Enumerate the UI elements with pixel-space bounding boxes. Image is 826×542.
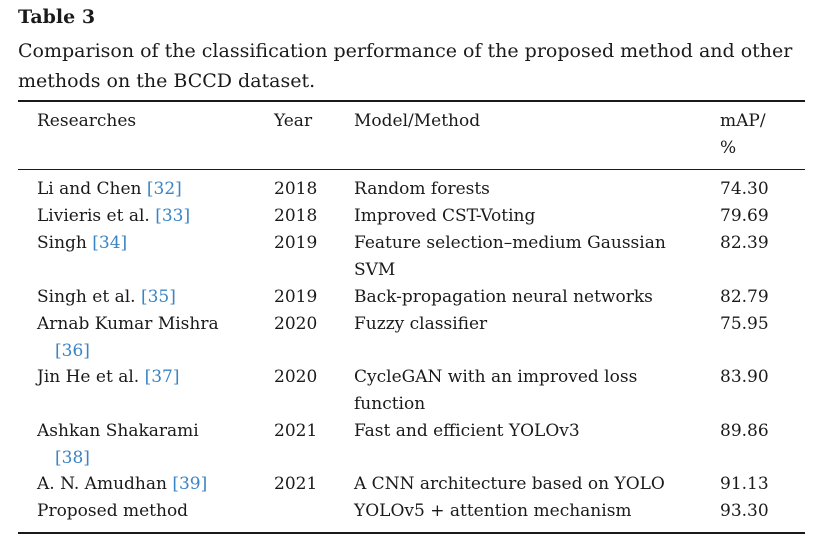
researcher-name: Singh et al. <box>37 287 136 307</box>
caption-line-2: methods on the BCCD dataset. <box>18 70 316 92</box>
citation-link[interactable]: [32] <box>146 179 182 199</box>
cell-map: 91.13 <box>720 474 769 494</box>
cell-year: 2021 <box>274 474 318 494</box>
bottom-rule <box>18 532 805 534</box>
cell-researcher <box>37 176 267 203</box>
cell-researcher <box>37 203 267 230</box>
header-map-line-2: % <box>720 138 737 158</box>
citation-link[interactable]: [35] <box>140 287 176 307</box>
researcher-name: Jin He et al. <box>37 367 140 387</box>
cell-year: 2021 <box>274 421 318 441</box>
cell-year: 2018 <box>274 179 318 199</box>
cell-map: 93.30 <box>720 501 769 521</box>
cell-model: Back-propagation neural networks <box>354 287 653 307</box>
cell-researcher <box>37 418 267 472</box>
cell-researcher <box>37 230 267 257</box>
researcher-name: A. N. Amudhan <box>37 474 167 494</box>
cell-model: Fast and efficient YOLOv3 <box>354 421 580 441</box>
caption-line-1: Comparison of the classification performance of the proposed method and other <box>18 40 793 62</box>
researcher-name: Singh <box>37 233 87 253</box>
cell-model <box>354 364 694 418</box>
cell-year: 2018 <box>274 206 318 226</box>
cell-map: 79.69 <box>720 206 769 226</box>
researcher-name: Arnab Kumar Mishra <box>37 314 219 334</box>
top-rule <box>18 100 805 102</box>
header-year: Year <box>274 111 313 131</box>
cell-researcher <box>37 364 267 391</box>
cell-map: 74.30 <box>720 179 769 199</box>
citation-link[interactable]: [36] <box>55 341 90 361</box>
model-line-1: CycleGAN with an improved loss <box>354 367 638 387</box>
citation-link[interactable]: [38] <box>55 448 90 468</box>
cell-map: 83.90 <box>720 367 769 387</box>
cell-year: 2020 <box>274 367 318 387</box>
cell-model <box>354 230 694 284</box>
header-researches: Researches <box>37 111 137 131</box>
cell-model: Random forests <box>354 179 490 199</box>
table-caption <box>18 36 818 96</box>
cell-year: 2020 <box>274 314 318 334</box>
header-map-line-1: mAP/ <box>720 111 766 131</box>
cell-researcher <box>37 471 267 498</box>
researcher-name: Livieris et al. <box>37 206 150 226</box>
citation-link[interactable]: [37] <box>144 367 180 387</box>
cell-map: 89.86 <box>720 421 769 441</box>
table-label: Table 3 <box>18 6 96 28</box>
researcher-name: Ashkan Shakarami <box>37 421 199 441</box>
cell-researcher <box>37 498 267 525</box>
model-line-2: function <box>354 394 426 414</box>
cell-researcher <box>37 311 267 365</box>
model-line-1: Feature selection–medium Gaussian <box>354 233 666 253</box>
cell-model: A CNN architecture based on YOLO <box>354 474 665 494</box>
cell-model: Improved CST-Voting <box>354 206 536 226</box>
cell-year: 2019 <box>274 287 318 307</box>
citation-link[interactable]: [33] <box>155 206 191 226</box>
cell-model: Fuzzy classifier <box>354 314 488 334</box>
researcher-name: Li and Chen <box>37 179 142 199</box>
cell-map: 75.95 <box>720 314 769 334</box>
header-map <box>720 108 800 162</box>
header-model: Model/Method <box>354 111 481 131</box>
citation-link[interactable]: [39] <box>172 474 208 494</box>
cell-researcher <box>37 284 267 311</box>
model-line-2: SVM <box>354 260 396 280</box>
researcher-name: Proposed method <box>37 501 189 521</box>
citation-link[interactable]: [34] <box>92 233 128 253</box>
cell-model: YOLOv5 + attention mechanism <box>354 501 632 521</box>
cell-map: 82.79 <box>720 287 769 307</box>
cell-year: 2019 <box>274 233 318 253</box>
header-rule <box>18 169 805 170</box>
cell-map: 82.39 <box>720 233 769 253</box>
